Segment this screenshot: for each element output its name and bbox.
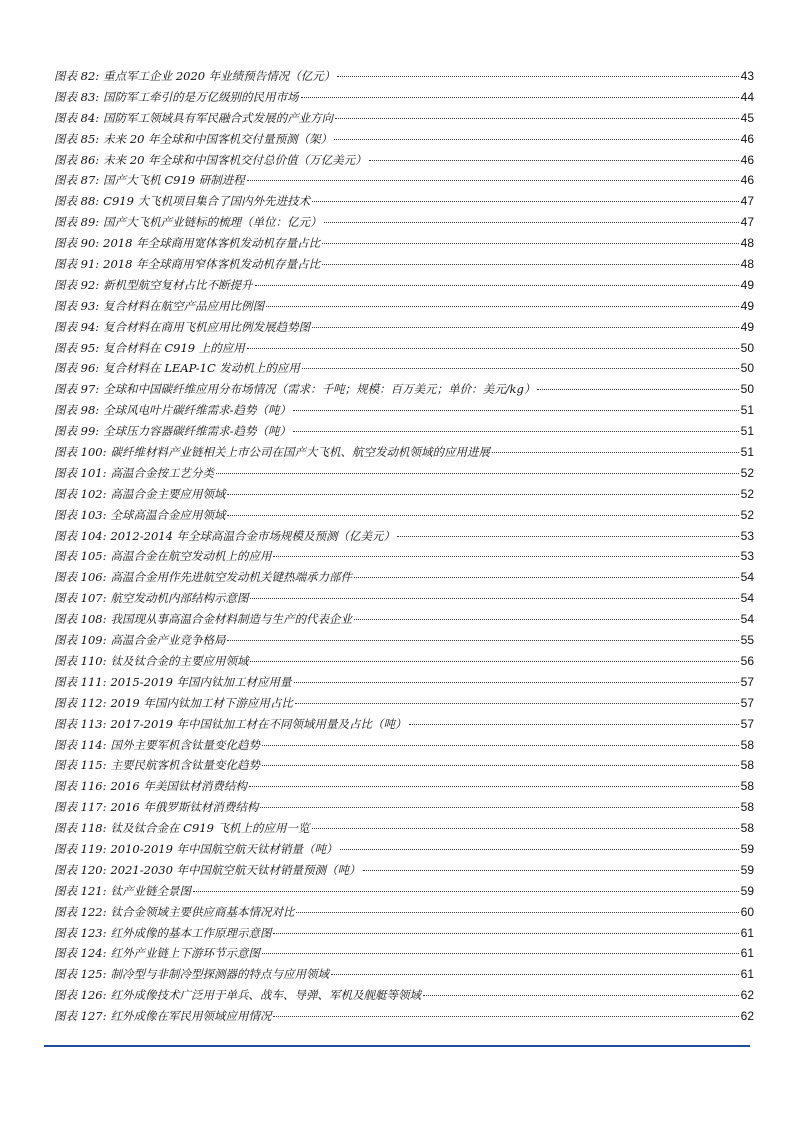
toc-entry-label: 图表 118: xyxy=(54,821,107,836)
toc-dot-leader xyxy=(312,327,738,328)
toc-entry-title: 复合材料在 LEAP-1C 发动机上的应用 xyxy=(103,361,300,376)
toc-entry[interactable] xyxy=(54,486,754,507)
toc-dot-leader xyxy=(397,536,739,537)
toc-dot-leader xyxy=(492,452,739,453)
toc-entry-label: 图表 93: xyxy=(54,298,100,313)
toc-dot-leader xyxy=(247,348,739,349)
toc-entry[interactable] xyxy=(54,193,754,214)
toc-entry-title: 未来 20 年全球和中国客机交付量预测（架） xyxy=(103,131,333,146)
toc-entry-page-number: 54 xyxy=(740,612,754,627)
toc-entry-title: 钛及钛合金的主要应用领域 xyxy=(110,653,249,668)
toc-entry-label: 图表 106: xyxy=(54,570,107,585)
toc-entry-title: 国外主要军机含钛量变化趋势 xyxy=(110,737,260,752)
toc-entry[interactable] xyxy=(54,214,754,235)
toc-entry-label: 图表 117: xyxy=(54,800,107,815)
toc-dot-leader xyxy=(273,556,738,557)
toc-entry[interactable] xyxy=(54,695,754,716)
toc-entry-label: 图表 124: xyxy=(54,946,107,961)
toc-entry-title: 高温合金按工艺分类 xyxy=(110,465,214,480)
toc-entry-page-number: 49 xyxy=(740,277,754,292)
toc-entry-title: 主要民航客机含钛量变化趋势 xyxy=(110,758,260,773)
toc-entry-title: 红外成像在军民用领域应用情况 xyxy=(110,1009,272,1024)
toc-entry-label: 图表 116: xyxy=(54,779,107,794)
toc-entry-title: 制冷型与非制冷型探测器的特点与应用领域 xyxy=(110,967,329,982)
toc-dot-leader xyxy=(294,682,739,683)
toc-entry-title: 全球压力容器碳纤维需求-趋势（吨） xyxy=(103,424,292,439)
table-of-figures xyxy=(54,68,754,1029)
toc-entry-label: 图表 92: xyxy=(54,277,100,292)
toc-entry-title: 碳纤维材料产业链相关上市公司在国产大飞机、航空发动机领域的应用进展 xyxy=(110,445,490,460)
toc-entry-page-number: 46 xyxy=(740,131,754,146)
toc-entry[interactable] xyxy=(54,298,754,319)
toc-dot-leader xyxy=(363,870,739,871)
toc-entry-title: 2016 年俄罗斯钛材消费结构 xyxy=(110,800,259,815)
toc-entry-label: 图表 87: xyxy=(54,173,100,188)
toc-entry-label: 图表 94: xyxy=(54,319,100,334)
toc-dot-leader xyxy=(334,139,739,140)
toc-dot-leader xyxy=(262,765,739,766)
toc-entry-page-number: 49 xyxy=(740,298,754,313)
toc-entry-page-number: 49 xyxy=(740,319,754,334)
toc-entry-title: 国防军工牵引的是万亿级别的民用市场 xyxy=(103,89,299,104)
toc-entry[interactable] xyxy=(54,507,754,528)
toc-entry-title: 红外产业链上下游环节示意图 xyxy=(110,946,260,961)
toc-dot-leader xyxy=(354,619,739,620)
toc-entry-label: 图表 119: xyxy=(54,841,107,856)
toc-entry-label: 图表 82: xyxy=(54,69,100,83)
toc-entry-title: 2016 年美国钛材消费结构 xyxy=(110,779,247,794)
toc-entry-page-number: 52 xyxy=(740,507,754,522)
toc-entry-title: 红外成像的基本工作原理示意图 xyxy=(110,925,272,940)
toc-entry[interactable] xyxy=(54,820,754,841)
toc-entry[interactable] xyxy=(54,360,754,381)
toc-entry[interactable] xyxy=(54,465,754,486)
toc-dot-leader xyxy=(216,473,739,474)
toc-entry-label: 图表 112: xyxy=(54,695,107,710)
toc-entry-label: 图表 85: xyxy=(54,131,100,146)
toc-dot-leader xyxy=(260,807,738,808)
toc-dot-leader xyxy=(302,368,739,369)
toc-entry-title: 2019 年国内钛加工材下游应用占比 xyxy=(110,695,293,710)
toc-entry[interactable] xyxy=(54,883,754,904)
toc-entry-page-number: 57 xyxy=(740,695,754,710)
toc-dot-leader xyxy=(331,974,739,975)
toc-entry-title: 2017-2019 年中国钛加工材在不同领域用量及占比（吨） xyxy=(110,716,407,731)
toc-entry-page-number: 52 xyxy=(740,465,754,480)
toc-entry[interactable] xyxy=(54,799,754,820)
toc-dot-leader xyxy=(255,285,739,286)
toc-entry[interactable] xyxy=(54,319,754,340)
toc-entry-label: 图表 102: xyxy=(54,486,107,501)
toc-entry-title: 2021-2030 年中国航空航天钛材销量预测（吨） xyxy=(110,862,361,877)
toc-entry-page-number: 61 xyxy=(740,946,754,961)
toc-entry-title: 钛及钛合金在 C919 飞机上的应用一览 xyxy=(110,821,310,836)
toc-entry-page-number: 59 xyxy=(740,883,754,898)
toc-entry-page-number: 48 xyxy=(740,257,754,272)
toc-entry[interactable] xyxy=(54,632,754,653)
toc-entry-label: 图表 123: xyxy=(54,925,107,940)
toc-entry-page-number: 58 xyxy=(740,779,754,794)
toc-dot-leader xyxy=(301,97,739,98)
toc-entry-title: 2018 年全球商用窄体客机发动机存量占比 xyxy=(103,257,321,272)
toc-entry-page-number: 58 xyxy=(740,821,754,836)
toc-entry-label: 图表 110: xyxy=(54,653,107,668)
toc-entry-page-number: 57 xyxy=(740,674,754,689)
toc-entry-label: 图表 113: xyxy=(54,716,107,731)
toc-dot-leader xyxy=(227,494,738,495)
toc-dot-leader xyxy=(340,849,739,850)
toc-entry-title: C919 大飞机项目集合了国内外先进技术 xyxy=(103,194,311,209)
toc-dot-leader xyxy=(293,410,739,411)
toc-entry-title: 高温合金产业竞争格局 xyxy=(110,633,226,648)
toc-entry-page-number: 46 xyxy=(740,152,754,167)
toc-entry-label: 图表 108: xyxy=(54,612,107,627)
toc-entry-page-number: 53 xyxy=(740,549,754,564)
toc-entry[interactable] xyxy=(54,277,754,298)
toc-entry-label: 图表 83: xyxy=(54,89,100,104)
toc-dot-leader xyxy=(249,786,739,787)
toc-entry-label: 图表 97: xyxy=(54,382,100,397)
toc-entry-title: 2012-2014 年全球高温合金市场规模及预测（亿美元） xyxy=(110,528,396,543)
toc-dot-leader xyxy=(295,703,739,704)
toc-entry[interactable] xyxy=(54,590,754,611)
toc-entry-title: 国产大飞机 C919 研制进程 xyxy=(103,173,245,188)
toc-entry-page-number: 45 xyxy=(740,110,754,125)
toc-entry[interactable] xyxy=(54,925,754,946)
toc-entry[interactable] xyxy=(54,862,754,883)
toc-entry-label: 图表 103: xyxy=(54,507,107,522)
toc-entry-page-number: 62 xyxy=(740,1009,754,1024)
toc-entry[interactable] xyxy=(54,444,754,465)
toc-dot-leader xyxy=(250,598,738,599)
toc-entry[interactable] xyxy=(54,68,754,89)
toc-dot-leader xyxy=(369,160,739,161)
toc-dot-leader xyxy=(409,724,739,725)
toc-entry-label: 图表 90: xyxy=(54,236,100,251)
toc-dot-leader xyxy=(262,745,739,746)
toc-entry-page-number: 46 xyxy=(740,173,754,188)
toc-entry[interactable] xyxy=(54,152,754,173)
toc-entry-page-number: 50 xyxy=(740,382,754,397)
toc-entry[interactable] xyxy=(54,569,754,590)
toc-entry[interactable] xyxy=(54,548,754,569)
toc-entry-title: 2018 年全球商用宽体客机发动机存量占比 xyxy=(103,236,321,251)
toc-entry-page-number: 43 xyxy=(740,69,754,83)
toc-entry-title: 钛产业链全景图 xyxy=(110,883,191,898)
toc-entry-title: 钛合金领域主要供应商基本情况对比 xyxy=(110,904,295,919)
toc-entry-title: 全球高温合金应用领域 xyxy=(110,507,226,522)
toc-entry-label: 图表 125: xyxy=(54,967,107,982)
toc-entry-title: 高温合金主要应用领域 xyxy=(110,486,226,501)
toc-entry[interactable] xyxy=(54,172,754,193)
toc-entry-page-number: 59 xyxy=(740,862,754,877)
toc-dot-leader xyxy=(262,953,739,954)
toc-dot-leader xyxy=(227,515,738,516)
toc-entry-page-number: 60 xyxy=(740,904,754,919)
toc-entry-title: 复合材料在航空产品应用比例图 xyxy=(103,298,265,313)
toc-dot-leader xyxy=(324,222,739,223)
toc-entry[interactable] xyxy=(54,110,754,131)
toc-entry[interactable] xyxy=(54,778,754,799)
toc-entry-label: 图表 101: xyxy=(54,465,107,480)
footer-divider xyxy=(44,1045,750,1047)
toc-entry-label: 图表 107: xyxy=(54,591,107,606)
toc-entry-label: 图表 114: xyxy=(54,737,107,752)
toc-entry-label: 图表 88: xyxy=(54,194,100,209)
toc-entry[interactable] xyxy=(54,1008,754,1029)
toc-entry-title: 重点军工企业 2020 年业绩预告情况（亿元） xyxy=(103,69,336,83)
toc-dot-leader xyxy=(335,118,738,119)
toc-entry-label: 图表 91: xyxy=(54,257,100,272)
toc-dot-leader xyxy=(322,264,739,265)
toc-entry-page-number: 54 xyxy=(740,570,754,585)
toc-entry-page-number: 47 xyxy=(740,215,754,230)
toc-entry[interactable] xyxy=(54,757,754,778)
toc-entry-page-number: 53 xyxy=(740,528,754,543)
toc-entry-title: 红外成像技术广泛用于单兵、战车、导弹、军机及舰艇等领域 xyxy=(110,988,421,1003)
toc-entry-page-number: 55 xyxy=(740,633,754,648)
toc-entry-label: 图表 104: xyxy=(54,528,107,543)
toc-entry-title: 国产大飞机产业链标的梳理（单位：亿元） xyxy=(103,215,322,230)
toc-entry-page-number: 44 xyxy=(740,89,754,104)
toc-dot-leader xyxy=(247,180,739,181)
toc-entry[interactable] xyxy=(54,716,754,737)
toc-entry[interactable] xyxy=(54,611,754,632)
toc-dot-leader xyxy=(312,828,739,829)
toc-entry-title: 新机型航空复材占比不断提升 xyxy=(103,277,253,292)
toc-entry[interactable] xyxy=(54,423,754,444)
toc-dot-leader xyxy=(193,891,739,892)
toc-entry-page-number: 57 xyxy=(740,716,754,731)
toc-entry[interactable] xyxy=(54,381,754,402)
toc-dot-leader xyxy=(273,933,738,934)
toc-entry[interactable] xyxy=(54,966,754,987)
toc-entry[interactable] xyxy=(54,340,754,361)
toc-entry-label: 图表 99: xyxy=(54,424,100,439)
toc-entry-title: 我国现从事高温合金材料制造与生产的代表企业 xyxy=(110,612,352,627)
toc-entry-page-number: 62 xyxy=(740,988,754,1003)
toc-entry[interactable] xyxy=(54,131,754,152)
toc-entry-title: 2010-2019 年中国航空航天钛材销量（吨） xyxy=(110,841,338,856)
toc-entry-label: 图表 100: xyxy=(54,445,107,460)
toc-entry-title: 全球风电叶片碳纤维需求-趋势（吨） xyxy=(103,403,292,418)
toc-dot-leader xyxy=(312,201,739,202)
toc-entry-label: 图表 89: xyxy=(54,215,100,230)
toc-entry[interactable] xyxy=(54,89,754,110)
toc-entry-label: 图表 86: xyxy=(54,152,100,167)
toc-entry-label: 图表 121: xyxy=(54,883,107,898)
toc-entry-page-number: 58 xyxy=(740,737,754,752)
toc-entry[interactable] xyxy=(54,904,754,925)
toc-entry-page-number: 51 xyxy=(740,424,754,439)
toc-dot-leader xyxy=(322,243,739,244)
toc-entry[interactable] xyxy=(54,841,754,862)
toc-entry-page-number: 54 xyxy=(740,591,754,606)
toc-entry-page-number: 56 xyxy=(740,653,754,668)
toc-entry-page-number: 50 xyxy=(740,361,754,376)
toc-entry-label: 图表 115: xyxy=(54,758,107,773)
toc-entry-page-number: 48 xyxy=(740,236,754,251)
toc-entry[interactable] xyxy=(54,737,754,758)
toc-entry-label: 图表 120: xyxy=(54,862,107,877)
toc-dot-leader xyxy=(293,431,739,432)
toc-entry-page-number: 52 xyxy=(740,486,754,501)
toc-entry-title: 高温合金用作先进航空发动机关键热端承力部件 xyxy=(110,570,352,585)
toc-entry[interactable] xyxy=(54,945,754,966)
toc-entry-title: 高温合金在航空发动机上的应用 xyxy=(110,549,272,564)
toc-entry-label: 图表 126: xyxy=(54,988,107,1003)
toc-entry-title: 国防军工领域具有军民融合式发展的产业方向 xyxy=(103,110,334,125)
toc-entry-label: 图表 96: xyxy=(54,361,100,376)
toc-entry-title: 全球和中国碳纤维应用分布场情况（需求：千吨；规模：百万美元；单价：美元/kg） xyxy=(103,382,536,397)
toc-entry-label: 图表 127: xyxy=(54,1009,107,1024)
toc-entry[interactable] xyxy=(54,256,754,277)
toc-entry-label: 图表 109: xyxy=(54,633,107,648)
toc-entry-page-number: 51 xyxy=(740,403,754,418)
toc-entry-label: 图表 98: xyxy=(54,403,100,418)
toc-entry-label: 图表 122: xyxy=(54,904,107,919)
toc-dot-leader xyxy=(296,912,738,913)
toc-entry-page-number: 59 xyxy=(740,841,754,856)
toc-entry-title: 复合材料在商用飞机应用比例发展趋势图 xyxy=(103,319,311,334)
toc-entry[interactable] xyxy=(54,235,754,256)
toc-entry[interactable] xyxy=(54,528,754,549)
toc-entry-title: 复合材料在 C919 上的应用 xyxy=(103,340,245,355)
toc-dot-leader xyxy=(250,661,738,662)
toc-dot-leader xyxy=(266,306,738,307)
toc-dot-leader xyxy=(537,389,738,390)
toc-entry-title: 航空发动机内部结构示意图 xyxy=(110,591,249,606)
toc-entry-page-number: 61 xyxy=(740,967,754,982)
toc-entry[interactable] xyxy=(54,674,754,695)
toc-entry-page-number: 61 xyxy=(740,925,754,940)
toc-entry-title: 2015-2019 年国内钛加工材应用量 xyxy=(110,674,292,689)
toc-entry-label: 图表 84: xyxy=(54,110,100,125)
toc-entry-page-number: 47 xyxy=(740,194,754,209)
toc-entry-page-number: 50 xyxy=(740,340,754,355)
toc-entry-page-number: 58 xyxy=(740,758,754,773)
toc-entry[interactable] xyxy=(54,987,754,1008)
toc-entry-title: 未来 20 年全球和中国客机交付总价值（万亿美元） xyxy=(103,152,367,167)
toc-entry-page-number: 58 xyxy=(740,800,754,815)
toc-dot-leader xyxy=(227,640,738,641)
toc-entry-page-number: 51 xyxy=(740,445,754,460)
toc-entry[interactable] xyxy=(54,402,754,423)
toc-entry[interactable] xyxy=(54,653,754,674)
toc-dot-leader xyxy=(354,577,739,578)
toc-dot-leader xyxy=(423,995,739,996)
toc-entry-label: 图表 111: xyxy=(54,674,107,689)
toc-dot-leader xyxy=(273,1016,738,1017)
toc-entry-label: 图表 95: xyxy=(54,340,100,355)
toc-entry-label: 图表 105: xyxy=(54,549,107,564)
toc-dot-leader xyxy=(337,76,738,77)
